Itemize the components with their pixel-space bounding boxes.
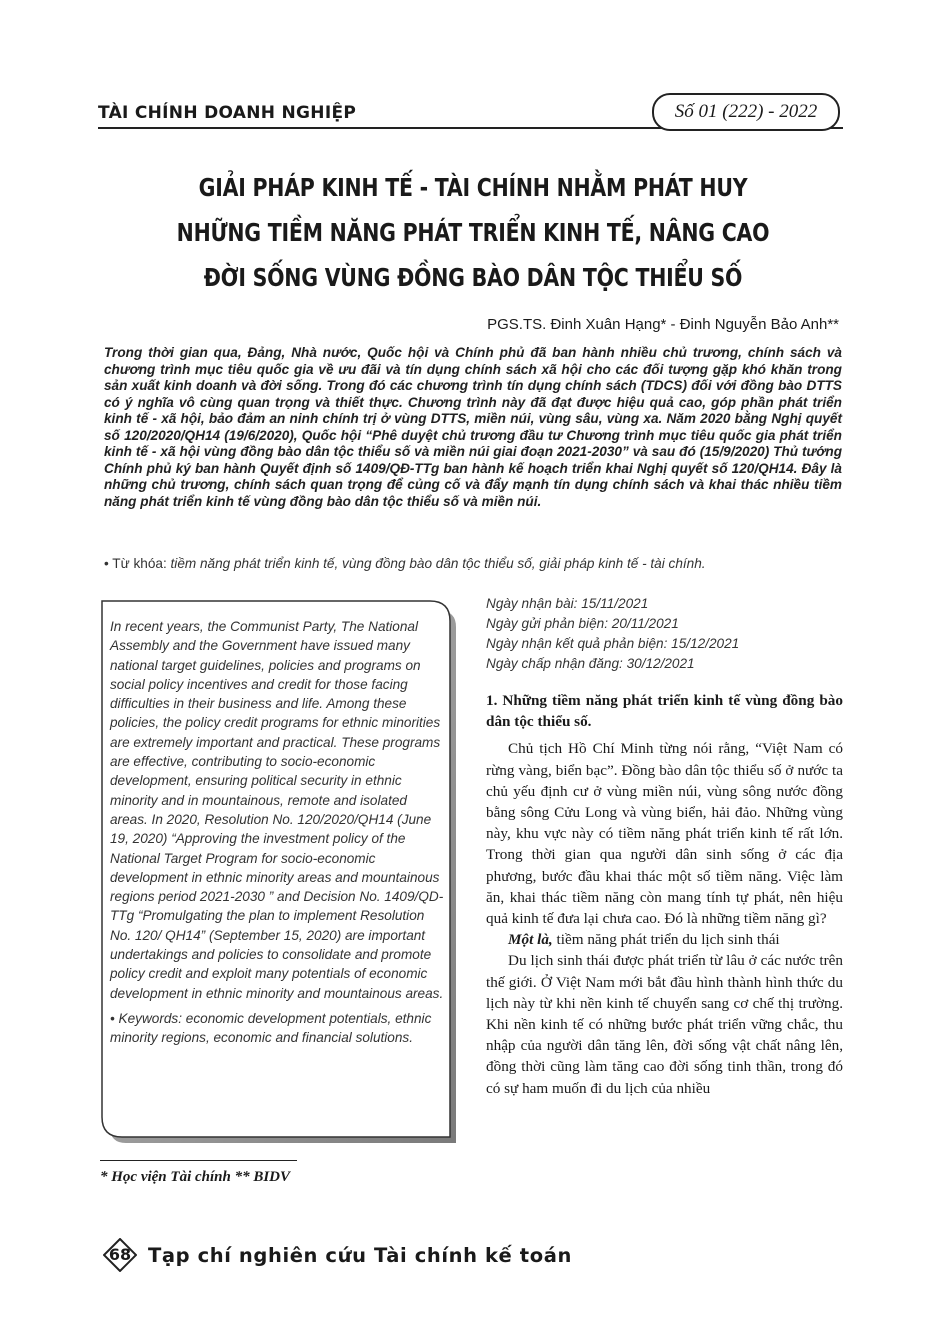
english-abstract-box (100, 599, 456, 1147)
body-paragraph-3: Du lịch sinh thái được phát triển từ lâu ở các nước trên thế giới. Ở Việt Nam mới bắt đầu hình thành hình thức du lịch này từ khi nền kinh tế chuyển sang cơ chế thị trường. Khi nền kinh tế có những bước phát triển vững chắc, thu nhập của người dân tăng lên, đời sống vật chất nâng lên, đồng thời cũng làm tăng cao đời sống tinh thần, trong đó có sự ham muốn đi du lịch của nhiều (486, 952, 843, 1097)
abstract-vietnamese: Trong thời gian qua, Đảng, Nhà nước, Quốc hội và Chính phủ đã ban hành nhiều chủ trương, chính sách và chương trình mục tiêu quốc gia về ưu đãi và tín dụng chính sách xã hội cho các đối tượng gặp khó khăn trong sản xuất kinh doanh và đời sống. Trong đó các chương trình tín dụng chính sách (TDCS) đối với đồng bào DTTS có ý nghĩa vô cùng quan trọng và thiết thực. Chương trình này đã đạt được hiệu quả cao, góp phần phát triển kinh tế - xã hội, bảo đảm an ninh chính trị ở vùng DTTS, miền núi, vùng sâu, vùng xa. Năm 2020 bằng Nghị quyết số 120/2020/QH14 (19/6/2020), Quốc hội “Phê duyệt chủ trương đầu tư Chương trình mục tiêu quốc gia phát triển kinh tế - xã hội vùng đồng bào dân tộc thiểu số và miền núi giai đoạn 2021-2030” và sau đó (15/9/2020) Thủ tướng Chính phủ ký ban hành Quyết định số 1409/QĐ-TTg ban hành kế hoạch triển khai Nghị quyết số 120/QH14. Đây là những chủ trương, chính sách quan trọng để củng cố và đẩy mạnh tín dụng chính sách và khai thác nhiều tiềm năng phát triển kinh tế vùng đồng bào dân tộc thiểu số và miền núi. (104, 345, 842, 509)
body-column (486, 690, 843, 1099)
paragraph-rest: tiềm năng phát triển du lịch sinh thái (552, 931, 780, 949)
article-title: GIẢI PHÁP KINH TẾ - TÀI CHÍNH NHẰM PHÁT HUY NHỮNG TIỀM NĂNG PHÁT TRIỂN KINH TẾ, NÂNG CAO ĐỜI SỐNG VÙNG ĐỒNG BÀO DÂN TỘC THIỂU SỐ (176, 173, 770, 292)
date-received: Ngày nhận bài: 15/11/2021 (486, 596, 649, 611)
page-number: 68 (108, 1245, 132, 1264)
paragraph-lead: Một là, (508, 931, 553, 949)
date-accepted: Ngày chấp nhận đăng: 30/12/2021 (486, 656, 695, 671)
journal-name: Tạp chí nghiên cứu Tài chính kế toán (148, 1244, 572, 1267)
issue-badge: Số 01 (222) - 2022 (652, 93, 840, 131)
keywords-label: • Từ khóa: (104, 556, 167, 571)
body-paragraph-1: Chủ tịch Hồ Chí Minh từng nói rằng, “Việt Nam có rừng vàng, biển bạc”. Đồng bào dân tộc thiểu số ở nước ta chủ yếu định cư ở vùng miền núi, vùng sông nước đồng bằng sông Cửu Long và vùng biển, hải đảo. Những vùng này, khu vực này có tiềm năng phát triển kinh tế rất lớn. Trong thời gian qua người dân sinh sống ở các địa phương, bước đầu khai thác một số tiềm năng. Việc làm ăn, khai thác tiềm năng còn mang tính tự phát, nên hiệu quả kinh tế đưa lại chưa cao. Đó là những tiềm năng gì? (486, 740, 843, 928)
page-number-badge (103, 1238, 137, 1272)
footnote: * Học viện Tài chính ** BIDV (100, 1169, 291, 1185)
keywords-english: • Keywords: economic development potentials, ethnic minority regions, economic and financial solutions. (110, 1010, 432, 1046)
abstract-english: In recent years, the Communist Party, The National Assembly and the Government have issued many national target guidelines, policies and programs on social policy incentives and credit for those facing difficulties in their business and life. Among these policies, the policy credit programs for ethnic minorities are extremely important and practical. These programs are effective, contributing to socio-economic development, ensuring political security in ethnic minority and in mountainous, remote and isolated areas. In 2020, Resolution No. 120/2020/QH14 (June 19, 2020) “Approving the investment policy of the National Target Program for socio-economic development in ethnic minority areas and mountainous regions period 2021-2030 ” and Decision No. 1409/QD-TTg “Promulgating the plan to implement Resolution No. 120/ QH14” (September 15, 2020) are important undertakings and policies to consolidate and promote policy credit and exploit many potentials of economic development in ethnic minority and mountainous areas. (110, 619, 444, 1001)
date-sent-review: Ngày gửi phản biện: 20/11/2021 (486, 616, 679, 631)
authors: PGS.TS. Đinh Xuân Hạng* - Đinh Nguyễn Bảo Anh** (487, 316, 839, 333)
article-dates (486, 594, 846, 674)
section-name: TÀI CHÍNH DOANH NGHIỆP (98, 103, 357, 123)
keywords-vietnamese (104, 556, 844, 571)
keywords-text: tiềm năng phát triển kinh tế, vùng đồng bào dân tộc thiểu số, giải pháp kinh tế - tài chính. (170, 556, 706, 571)
date-review-result: Ngày nhận kết quả phản biện: 15/12/2021 (486, 636, 740, 651)
footnote-rule (100, 1160, 297, 1161)
body-paragraph-2 (486, 929, 843, 950)
section-heading: 1. Những tiềm năng phát triển kinh tế vùng đồng bào dân tộc thiểu số. (486, 692, 843, 731)
